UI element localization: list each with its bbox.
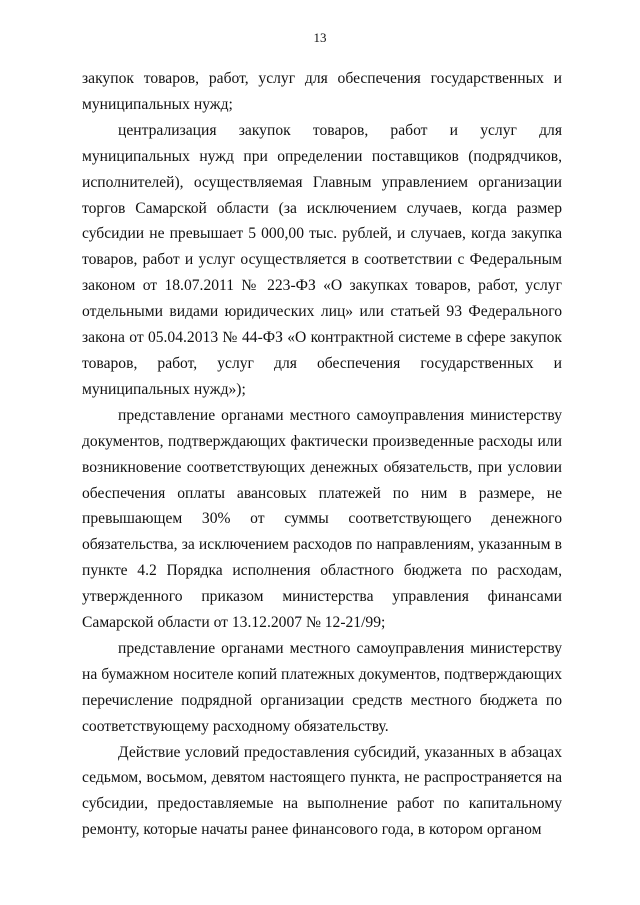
paragraph-centralized-procurement: централизация закупок товаров, работ и услуг для муниципальных нужд при определении поставщиков (подрядчиков, исполнителей), осуществляемая Главным управлением организации торгов Самарской области (за исключением случаев, когда размер субсидии не превышает 5 000,00 тыс. рублей, и случаев, когда закупка товаров, работ и услуг осуществляется в соответствии с Федеральным законом от 18.07.2011 № 223-ФЗ «О закупках товаров, работ, услуг отдельными видами юридических лиц» или статьей 93 Федерального закона от 05.04.2013 № 44-ФЗ «О контрактной системе в сфере закупок товаров, работ, услуг для обеспечения государственных и муниципальных нужд»);	[82, 121, 562, 398]
paragraph-payment-copies: представление органами местного самоуправления министерству на бумажном носителе копий платежных документов, подтверждающих перечисление подрядной организации средств местного бюджета по соответствующему расходному обязательству.	[82, 639, 562, 735]
paragraph-procurement-end: закупок товаров, работ, услуг для обеспечения государственных и муниципальных нужд;	[82, 70, 562, 113]
paragraph-expense-documents: представление органами местного самоуправления министерству документов, подтверждающих фактически произведенные расходы или возникновение соответствующих денежных обязательств, при условии обеспечения оплаты авансовых платежей по ним в размере, не превышающем 30% от суммы соответствующего денежного обязательства, за исключением расходов по направлениям, указанным в пункте 4.2 Порядка исполнения областного бюджета по расходам, утвержденного приказом министерства управления финансами Самарской области от 13.12.2007 № 12-21/99;	[82, 406, 562, 632]
paragraph-conditions-exception: Действие условий предоставления субсидий, указанных в абзацах седьмом, восьмом, девятом настоящего пункта, не распространяется на субсидии, предоставляемые на выполнение работ по капитальному ремонту, которые начаты ранее финансового года, в котором органом	[82, 743, 562, 839]
body-text	[82, 66, 562, 843]
page-number: 13	[313, 30, 327, 45]
